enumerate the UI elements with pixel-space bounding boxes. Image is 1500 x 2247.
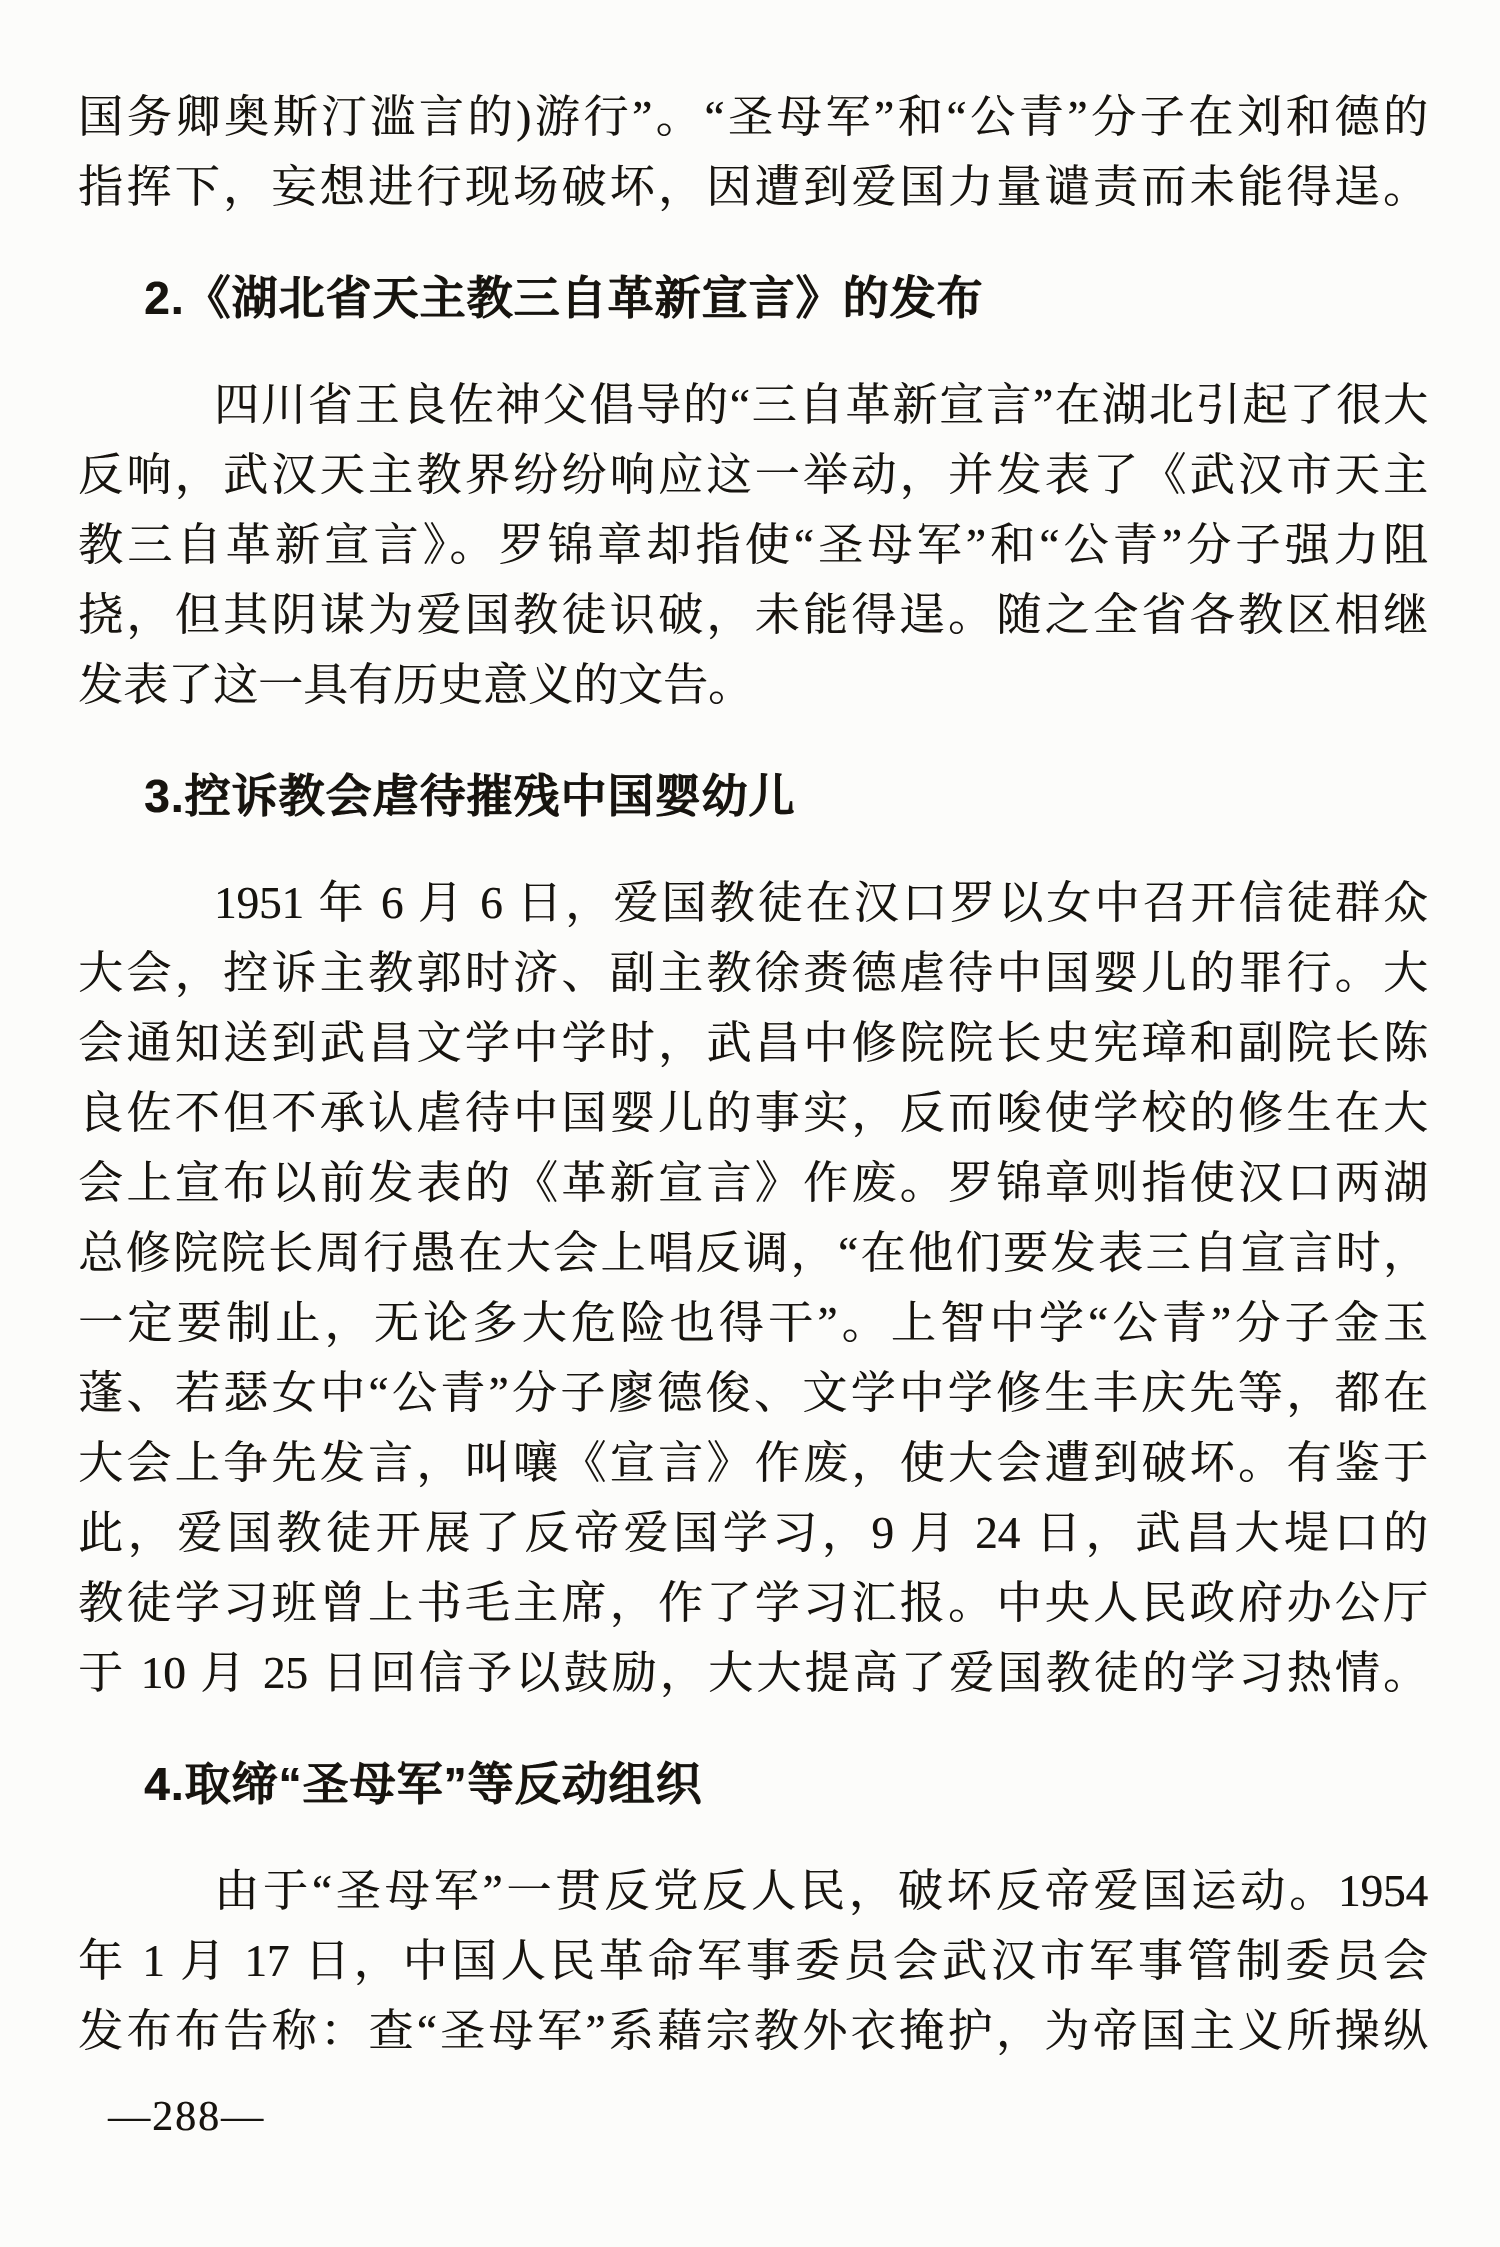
text-line: 年 1 月 17 日，中国人民革命军事委员会武汉市军事管制委员会 [78,1936,1428,1986]
paragraph [78,370,1428,720]
text-line: 一定要制止，无论多大危险也得干”。上智中学“公青”分子金玉 [78,1298,1428,1348]
text-line: 1951 年 6 月 6 日，爱国教徒在汉口罗以女中召开信徒群众 [214,878,1428,928]
text-line: 反响，武汉天主教界纷纷响应这一举动，并发表了《武汉市天主 [78,450,1428,500]
text-line: 会上宣布以前发表的《革新宣言》作废。罗锦章则指使汉口两湖 [78,1158,1428,1208]
text-line: 会通知送到武昌文学中学时，武昌中修院院长史宪璋和副院长陈 [78,1018,1428,1068]
paragraph [78,868,1428,1708]
paragraph [78,1856,1428,2066]
text-line: 教徒学习班曾上书毛主席，作了学习汇报。中央人民政府办公厅 [78,1578,1428,1628]
section-heading: 3.控诉教会虐待摧残中国婴幼儿 [144,770,796,822]
section-heading: 2.《湖北省天主教三自革新宣言》的发布 [144,272,984,324]
text-line: 于 10 月 25 日回信予以鼓励，大大提高了爱国教徒的学习热情。 [78,1648,1428,1698]
paragraph [78,82,1428,222]
text-line: 教三自革新宣言》。罗锦章却指使“圣母军”和“公青”分子强力阻 [78,520,1428,570]
section-heading: 4.取缔“圣母军”等反动组织 [144,1758,703,1810]
text-line: 良佐不但不承认虐待中国婴儿的事实，反而唆使学校的修生在大 [78,1088,1428,1138]
text-line: 国务卿奥斯汀滥言的)游行”。“圣母军”和“公青”分子在刘和德的 [78,92,1428,142]
text-line: 指挥下，妄想进行现场破坏，因遭到爱国力量谴责而未能得逞。 [78,162,1428,212]
text-line: 大会上争先发言，叫嚷《宣言》作废，使大会遭到破坏。有鉴于 [78,1438,1428,1488]
page-number: —288— [108,2094,265,2140]
text-line: 由于“圣母军”一贯反党反人民，破坏反帝爱国运动。1954 [214,1866,1428,1916]
text-line: 此，爱国教徒开展了反帝爱国学习，9 月 24 日，武昌大堤口的 [78,1508,1428,1558]
text-line: 四川省王良佐神父倡导的“三自革新宣言”在湖北引起了很大 [214,380,1428,430]
text-line: 大会，控诉主教郭时济、副主教徐赉德虐待中国婴儿的罪行。大 [78,948,1428,998]
page-body-text [78,82,1428,2066]
text-line: 蓬、若瑟女中“公青”分子廖德俊、文学中学修生丰庆先等，都在 [78,1368,1428,1418]
text-line: 发表了这一具有历史意义的文告。 [78,660,754,710]
text-line: 发布布告称：查“圣母军”系藉宗教外衣掩护，为帝国主义所操纵 [78,2006,1428,2056]
text-line: 总修院院长周行愚在大会上唱反调，“在他们要发表三自宣言时， [78,1228,1428,1278]
text-line: 挠，但其阴谋为爱国教徒识破，未能得逞。随之全省各教区相继 [78,590,1428,640]
